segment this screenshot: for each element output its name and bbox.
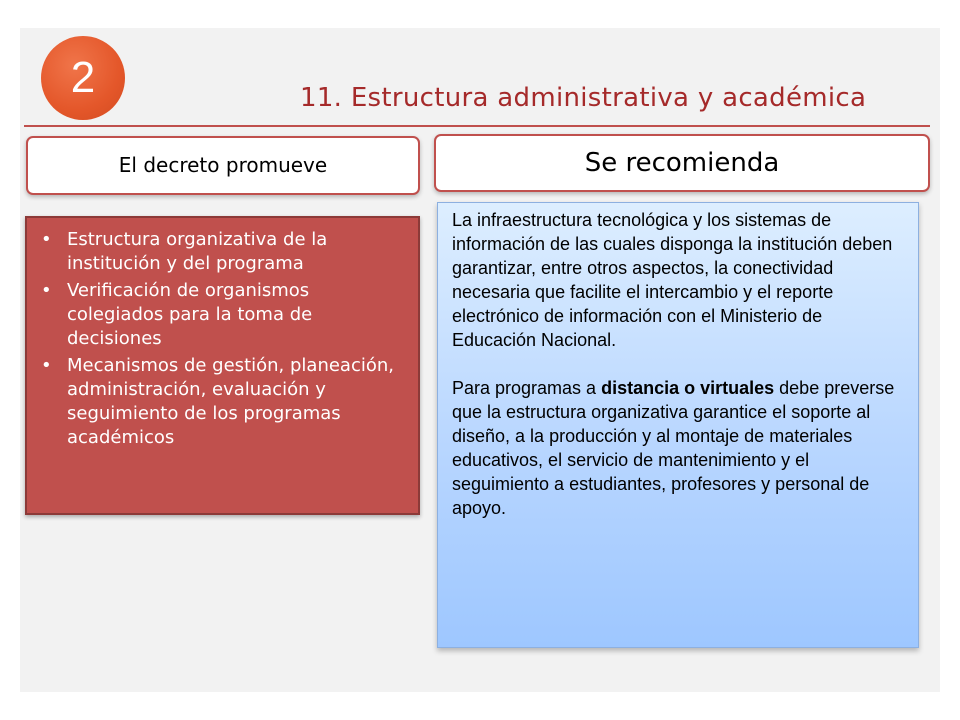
list-item xyxy=(41,354,404,450)
list-item-text: Estructura organizativa de la institución y del programa xyxy=(67,229,328,274)
list-item-text: Mecanismos de gestión, planeación, administración, evaluación y seguimiento de los programas académicos xyxy=(67,355,394,448)
slide-number-badge: 2 xyxy=(41,36,125,120)
bullet-icon: • xyxy=(41,355,52,376)
left-panel-header: El decreto promueve xyxy=(26,136,420,195)
recommendation-paragraph-2 xyxy=(452,376,904,520)
left-panel-content xyxy=(25,216,420,515)
bullet-icon: • xyxy=(41,280,52,301)
recommendation-paragraph-1: La infraestructura tecnológica y los sistemas de información de las cuales disponga la institución deben garantizar, entre otros aspectos, la conectividad necesaria que facilite el intercambio y el reporte electrónico de información con el Ministerio de Educación Nacional. xyxy=(452,210,893,350)
title-divider xyxy=(24,125,930,127)
list-item xyxy=(41,279,404,351)
right-panel-header: Se recomienda xyxy=(434,134,930,192)
page-title: 11. Estructura administrativa y académica xyxy=(300,83,867,113)
paragraph-2-emphasis: distancia o virtuales xyxy=(601,378,775,398)
bullet-list xyxy=(33,228,404,450)
list-item-text: Verificación de organismos colegiados para la toma de decisiones xyxy=(67,280,313,349)
paragraph-2-prefix: Para programas a xyxy=(452,378,602,398)
paragraph-2-suffix: debe preverse que la estructura organizativa garantice el soporte al diseño, a la producción y al montaje de materiales educativos, el servicio de mantenimiento y el seguimiento a estudiantes, profesores y personal de apoyo. xyxy=(452,378,895,518)
list-item xyxy=(41,228,404,276)
right-panel-content xyxy=(437,202,919,648)
bullet-icon: • xyxy=(41,229,52,250)
